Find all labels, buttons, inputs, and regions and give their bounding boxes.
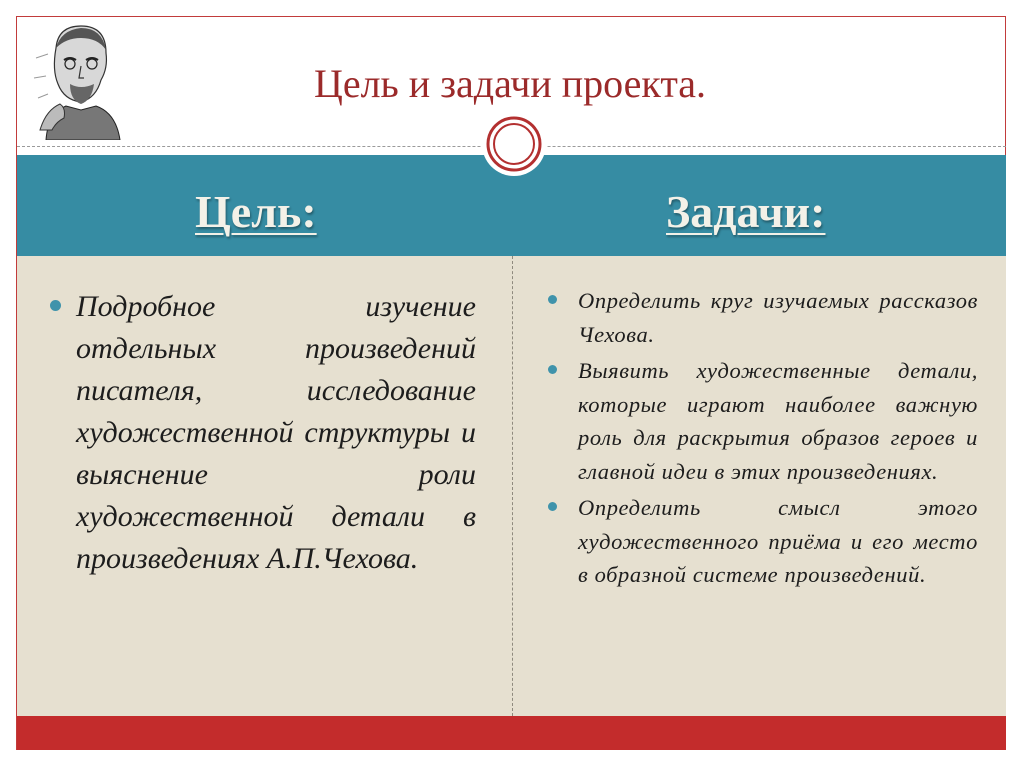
footer-band <box>17 716 1006 750</box>
author-portrait <box>26 18 126 140</box>
column-divider <box>512 256 513 716</box>
bullet-icon <box>548 502 557 511</box>
task-item-text: Определить смысл этого художественного приёма и его место в образной системе произведений. <box>578 495 978 587</box>
task-item-text: Выявить художественные детали, которые играют наиболее важную роль для раскрытия образов героев и главной идеи в этих произведениях. <box>578 358 978 484</box>
double-ring-ornament-icon <box>480 110 548 178</box>
task-item <box>546 354 978 488</box>
tasks-list <box>546 284 978 595</box>
bullet-icon <box>548 295 557 304</box>
goal-list <box>48 286 476 580</box>
tasks-heading: Задачи: <box>666 186 826 237</box>
bullet-icon <box>548 365 557 374</box>
goal-item <box>48 286 476 580</box>
slide-title: Цель и задачи проекта. <box>313 61 707 106</box>
goal-heading: Цель: <box>195 186 317 237</box>
goal-item-text: Подробное изучение отдельных произведений писателя, исследование художественной структуры и выяснение роли художественной детали в произведениях А.П.Чехова. <box>76 290 476 575</box>
bullet-icon <box>50 300 61 311</box>
task-item <box>546 491 978 592</box>
task-item-text: Определить круг изучаемых рассказов Чехова. <box>578 288 978 347</box>
task-item <box>546 284 978 351</box>
